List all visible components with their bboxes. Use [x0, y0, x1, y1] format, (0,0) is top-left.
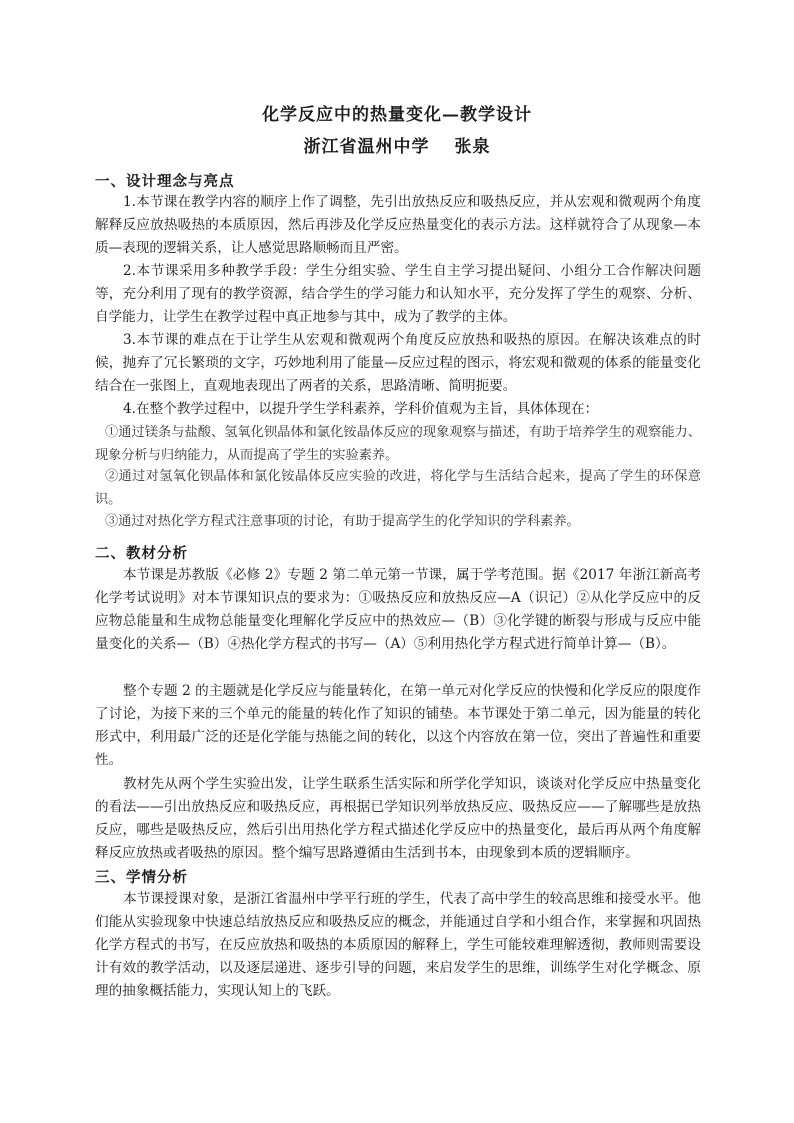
section-heading-3: 三、学情分析 — [95, 869, 188, 886]
list-item: ②通过对氢氧化钡晶体和氯化铵晶体反应实验的改进，将化学与生活结合起来，提高了学生的环保意识。 — [95, 469, 701, 507]
paragraph: 本节课授课对象，是浙江省温州中学平行班的学生，代表了高中学生的较高思维和接受水平。他们能从实验现象中快速总结放热反应和吸热反应的概念，并能通过自学和小组合作，来掌握和巩固热化学方程式的书写，在反应放热和吸热的本质原因的解释上，学生可能较难理解透彻，教师则需要设计有效的教学活动，以及逐层递进、逐步引导的问题，来启发学生的思维，训练学生对化学概念、原理的抽象概括能力，实现认知上的飞跃。 — [95, 891, 701, 999]
paragraph: 整个专题 2 的主题就是化学反应与能量转化，在第一单元对化学反应的快慢和化学反应的限度作了讨论，为接下来的三个单元的能量的转化作了知识的铺垫。本节课处于第二单元，因为能量的转化形式中，利用最广泛的还是化学能与热能之间的转化，以这个内容放在第一位，突出了普遍性和重要性。 — [95, 683, 701, 768]
list-item: ③通过对热化学方程式注意事项的讨论，有助于提高学生的化学知识的学科素养。 — [105, 514, 580, 529]
paragraph: 教材先从两个学生实验出发，让学生联系生活实际和所学化学知识，谈谈对化学反应中热量变化的看法——引出放热反应和吸热反应，再根据已学知识列举放热反应、吸热反应——了解哪些是放热反应，哪些是吸热反应，然后引出用热化学方程式描述化学反应中的热量变化，最后再从两个角度解释反应放热或者吸热的原因。整个编写思路遵循由生活到书本，由现象到本质的逻辑顺序。 — [95, 776, 701, 861]
paragraph: 2.本节课采用多种教学手段：学生分组实验、学生自主学习提出疑问、小组分工合作解决问题等，充分利用了现有的教学资源，结合学生的学习能力和认知水平，充分发挥了学生的观察、分析、自学能力，让学生在教学过程中真正地参与其中，成为了教学的主体。 — [95, 263, 701, 325]
paragraph: 1.本节课在教学内容的顺序上作了调整，先引出放热反应和吸热反应，并从宏观和微观两个角度解释反应放热吸热的本质原因，然后再涉及化学反应热量变化的表示方法。这样就符合了从现象—本质—表现的逻辑关系，让人感觉思路顺畅而且严密。 — [95, 194, 701, 256]
paragraph: 4.在整个教学过程中，以提升学生学科素养，学科价值观为主旨，具体体现在： — [123, 401, 599, 417]
paragraph: 本节课是苏教版《必修 2》专题 2 第二单元第一节课，属于学考范围。据《2017 年浙江新高考化学考试说明》对本节课知识点的要求为：①吸热反应和放热反应—A（识记）②从化学反应中的反应物总能量和生成物总能量变化理解化学反应中的热效应—（B）③化学键的断裂与形成与反应中能量变化的关系—（B）④热化学方程式的书写—（A）⑤利用热化学方程式进行简单计算—（B）。 — [95, 567, 701, 652]
document-title: 化学反应中的热量变化—教学设计 — [262, 105, 532, 125]
section-heading-1: 一、设计理念与亮点 — [95, 173, 235, 190]
list-item: ①通过镁条与盐酸、氢氧化钡晶体和氯化铵晶体反应的现象观察与描述，有助于培养学生的观察能力、现象分析与归纳能力，从而提高了学生的实验素养。 — [95, 425, 701, 463]
paragraph: 3.本节课的难点在于让学生从宏观和微观两个角度反应放热和吸热的原因。在解决该难点的时候，抛弃了冗长繁琐的文字，巧妙地利用了能量—反应过程的图示，将宏观和微观的体系的能量变化结合在一张图上，直观地表现出了两者的关系，思路清晰、简明扼要。 — [95, 332, 701, 394]
section-heading-2: 二、教材分析 — [95, 545, 188, 562]
author-line: 浙江省温州中学 张泉 — [303, 137, 491, 157]
